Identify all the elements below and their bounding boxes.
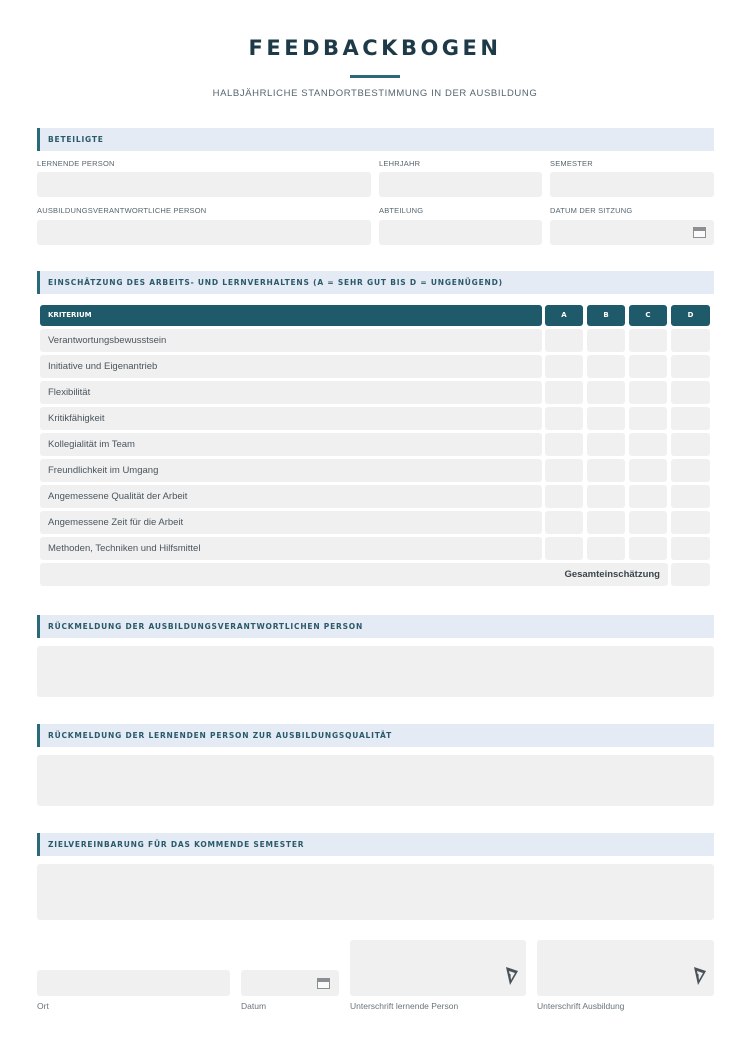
criterion-label: Methoden, Techniken und Hilfsmittel: [48, 543, 201, 554]
grade-cell-b[interactable]: [587, 433, 625, 456]
criterion-row: [40, 485, 542, 508]
session-date-field[interactable]: [550, 220, 714, 245]
form-subtitle: HALBJÄHRLICHE STANDORTBESTIMMUNG IN DER AUSBILDUNG: [212, 88, 538, 99]
section-title-assessment: EINSCHÄTZUNG DES ARBEITS- UND LERNVERHALTENS (A = SEHR GUT BIS D = UNGENÜGEND): [48, 278, 503, 287]
learner-feedback-textarea[interactable]: [37, 755, 714, 806]
grade-cell-b[interactable]: [587, 355, 625, 378]
criterion-row: [40, 381, 542, 404]
grade-cell-a[interactable]: [545, 459, 583, 482]
session-date-label: DATUM DER SITZUNG: [550, 206, 633, 215]
grade-cell-b[interactable]: [587, 511, 625, 534]
column-header-a: [545, 305, 583, 326]
criterion-label: Angemessene Zeit für die Arbeit: [48, 517, 184, 528]
column-header-a-label: A: [561, 311, 567, 319]
grade-cell-a[interactable]: [545, 329, 583, 352]
criterion-label: Angemessene Qualität der Arbeit: [48, 491, 188, 502]
column-header-b: [587, 305, 625, 326]
grade-cell-a[interactable]: [545, 537, 583, 560]
calendar-icon[interactable]: [317, 978, 330, 989]
criterion-row: [40, 407, 542, 430]
criterion-label: Flexibilität: [48, 387, 91, 398]
grade-cell-d[interactable]: [671, 329, 710, 352]
section-header-learner-feedback: [37, 724, 714, 747]
grade-cell-c[interactable]: [629, 433, 667, 456]
form-title: FEEDBACKBOGEN: [248, 36, 502, 60]
year-label: LEHRJAHR: [379, 159, 421, 168]
year-field[interactable]: [379, 172, 542, 197]
column-header-d-label: D: [687, 311, 694, 319]
trainer-signature-field[interactable]: [537, 940, 714, 996]
criterion-label: Kritikfähigkeit: [48, 413, 105, 424]
grade-cell-a[interactable]: [545, 511, 583, 534]
grade-cell-d[interactable]: [671, 537, 710, 560]
grade-cell-c[interactable]: [629, 485, 667, 508]
column-header-criterion: [40, 305, 542, 326]
trainer-field[interactable]: [37, 220, 371, 245]
grade-cell-c[interactable]: [629, 511, 667, 534]
section-title-participants: BETEILIGTE: [48, 135, 104, 144]
grade-cell-d[interactable]: [671, 433, 710, 456]
criterion-label: Kollegialität im Team: [48, 439, 135, 450]
grade-cell-c[interactable]: [629, 537, 667, 560]
calendar-icon[interactable]: [693, 227, 706, 238]
total-assessment-label-cell: [40, 563, 668, 586]
goals-textarea[interactable]: [37, 864, 714, 920]
grade-cell-b[interactable]: [587, 381, 625, 404]
section-title-trainer-feedback: RÜCKMELDUNG DER AUSBILDUNGSVERANTWORTLICHEN PERSON: [48, 622, 364, 631]
section-header-trainer-feedback: [37, 615, 714, 638]
criterion-row: [40, 459, 542, 482]
section-header-participants: [37, 128, 714, 151]
grade-cell-b[interactable]: [587, 407, 625, 430]
title-divider: [350, 75, 400, 78]
section-title-learner-feedback: RÜCKMELDUNG DER LERNENDEN PERSON ZUR AUSBILDUNGSQUALITÄT: [48, 731, 392, 740]
grade-cell-a[interactable]: [545, 381, 583, 404]
grade-cell-d[interactable]: [671, 485, 710, 508]
grade-cell-d[interactable]: [671, 381, 710, 404]
grade-cell-d[interactable]: [671, 407, 710, 430]
criterion-row: [40, 433, 542, 456]
signature-date-field[interactable]: [241, 970, 339, 996]
criterion-label: Verantwortungsbewusstsein: [48, 335, 167, 346]
criterion-row: [40, 511, 542, 534]
learner-signature-label: Unterschrift lernende Person: [350, 1001, 459, 1011]
grade-cell-c[interactable]: [629, 329, 667, 352]
column-header-b-label: B: [603, 311, 609, 319]
learner-label: LERNENDE PERSON: [37, 159, 115, 168]
column-header-c: [629, 305, 667, 326]
grade-cell-a[interactable]: [545, 433, 583, 456]
pen-nib-icon: [693, 966, 707, 986]
grade-cell-b[interactable]: [587, 537, 625, 560]
grade-cell-d[interactable]: [671, 511, 710, 534]
grade-cell-a[interactable]: [545, 407, 583, 430]
pen-nib-icon: [505, 966, 519, 986]
grade-cell-a[interactable]: [545, 355, 583, 378]
column-header-d: [671, 305, 710, 326]
criterion-row: [40, 329, 542, 352]
trainer-feedback-textarea[interactable]: [37, 646, 714, 697]
grade-cell-d[interactable]: [671, 459, 710, 482]
learner-signature-field[interactable]: [350, 940, 526, 996]
column-header-c-label: C: [645, 311, 651, 319]
grade-cell-c[interactable]: [629, 381, 667, 404]
department-label: ABTEILUNG: [379, 206, 424, 215]
trainer-label: AUSBILDUNGSVERANTWORTLICHE PERSON: [37, 206, 207, 215]
grade-cell-b[interactable]: [587, 459, 625, 482]
criterion-row: [40, 355, 542, 378]
grade-cell-b[interactable]: [587, 329, 625, 352]
criterion-label: Initiative und Eigenantrieb: [48, 361, 158, 372]
grade-cell-d[interactable]: [671, 355, 710, 378]
place-field[interactable]: [37, 970, 230, 996]
section-header-goals: [37, 833, 714, 856]
trainer-signature-label: Unterschrift Ausbildung: [537, 1001, 625, 1011]
criterion-label: Freundlichkeit im Umgang: [48, 465, 159, 476]
department-field[interactable]: [379, 220, 542, 245]
semester-field[interactable]: [550, 172, 714, 197]
signature-date-label: Datum: [241, 1001, 267, 1011]
grade-cell-b[interactable]: [587, 485, 625, 508]
section-title-goals: ZIELVEREINBARUNG FÜR DAS KOMMENDE SEMESTER: [48, 840, 305, 849]
place-label: Ort: [37, 1001, 49, 1011]
learner-field[interactable]: [37, 172, 371, 197]
criterion-row: [40, 537, 542, 560]
total-assessment-field[interactable]: [671, 563, 710, 586]
column-header-criterion-label: KRITERIUM: [48, 311, 92, 319]
grade-cell-c[interactable]: [629, 459, 667, 482]
grade-cell-a[interactable]: [545, 485, 583, 508]
total-assessment-label: Gesamteinschätzung: [564, 569, 660, 580]
section-header-assessment: [37, 271, 714, 294]
grade-cell-c[interactable]: [629, 407, 667, 430]
semester-label: SEMESTER: [550, 159, 593, 168]
grade-cell-c[interactable]: [629, 355, 667, 378]
